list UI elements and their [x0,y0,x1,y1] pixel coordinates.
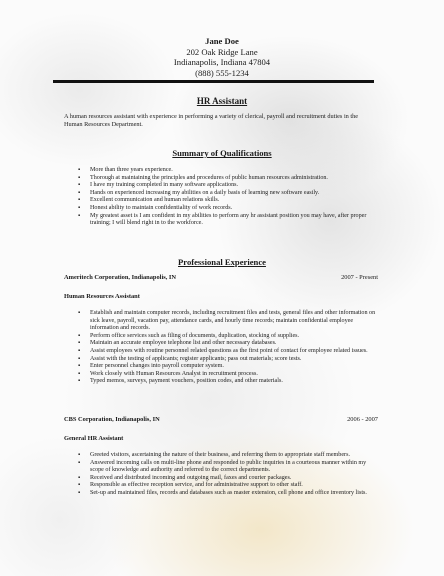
list-item: ▪ Establish and maintain computer records, including recruitment files and tests, general files and other information on sick leave, payroll, vacation pay, attendance cards, and hourly time records; maintain confidential employee information and records. [78,310,378,333]
employment-dates: 2007 - Present [341,274,378,281]
phone-number: (888) 555-1234 [195,67,249,78]
applicant-name: Jane Doe [205,36,239,46]
list-item: ▪ Enter personnel changes into payroll computer system. [78,363,378,371]
list-item: ▪ Set-up and maintained files, records and databases such as master extension, cell phone and office inventory lists. [78,490,378,498]
address-line-1: 202 Oak Ridge Lane [186,46,258,57]
company-name: Ameritech Corporation, Indianapolis, IN [64,274,177,281]
list-item: ▪ Perform office services such as filing of documents, duplication, stocking of supplies. [78,333,378,341]
duties-list [78,452,378,498]
list-item: ▪ Assist employees with routine personnel related questions as the first point of contact for employee related issues. [78,348,378,356]
experience-title: Professional Experience [178,257,266,267]
list-item: ▪ Excellent communication and human relations skills. [78,197,378,205]
company-name: CBS Corporation, Indianapolis, IN [64,416,160,423]
objective-text: A human resources assistant with experience in performing a variety of clerical, payroll and recruitment duties in the Human Resources Department. [64,113,359,128]
list-item: ▪ I have my training completed in many software applications. [78,182,378,190]
employment-dates: 2006 - 2007 [347,416,378,423]
job-title: General HR Assistant [64,435,124,442]
list-item: ▪ Work closely with Human Resources Analyst in recruitment process. [78,371,378,379]
qualifications-title: Summary of Qualifications [172,148,272,158]
job-header [64,416,378,423]
list-item: ▪ Answered incoming calls on multi-line phone and responded to public inquiries in a courteous manner within my scope of knowledge and authority and referred to the correct departments. [78,460,378,475]
list-item: ▪ Greeted visitors, ascertaining the nature of their business, and referring them to appropriate staff members. [78,452,378,460]
list-item: ▪ More than three years experience. [78,167,378,175]
list-item: ▪ Typed memos, surveys, payment vouchers, position codes, and other materials. [78,378,378,386]
address-line-2: Indianapolis, Indiana 47804 [173,57,271,68]
list-item: ▪ Received and distributed incoming and outgoing mail, faxes and courier packages. [78,475,378,483]
contact-header [0,36,444,78]
list-item: ▪ Thorough at maintaining the principles and procedures of public human resources administration. [78,175,378,183]
job-header [64,274,378,281]
header-divider [53,80,374,83]
list-item: ▪ Responsible as effective reception service, and for administrative support to other staff. [78,482,378,490]
list-item: ▪ Maintain an accurate employee telephone list and other necessary databases. [78,340,378,348]
list-item: ▪ Assist with the testing of applicants; register applicants; pass out materials; score tests. [78,356,378,364]
list-item: ▪ Honest ability to maintain confidentiality of work records. [78,205,378,213]
qualifications-list [78,167,378,228]
job-title: Human Resources Assistant [64,293,140,300]
list-item: ▪ My greatest asset is I am confident in my abilities to perform any hr assistant position you may have, after proper training; I will blend right in to the workforce. [78,213,378,228]
list-item: ▪ Hands on experienced increasing my abilities on a daily basis of learning new software easily. [78,190,378,198]
objective-title: HR Assistant [196,96,248,106]
duties-list [78,310,378,386]
